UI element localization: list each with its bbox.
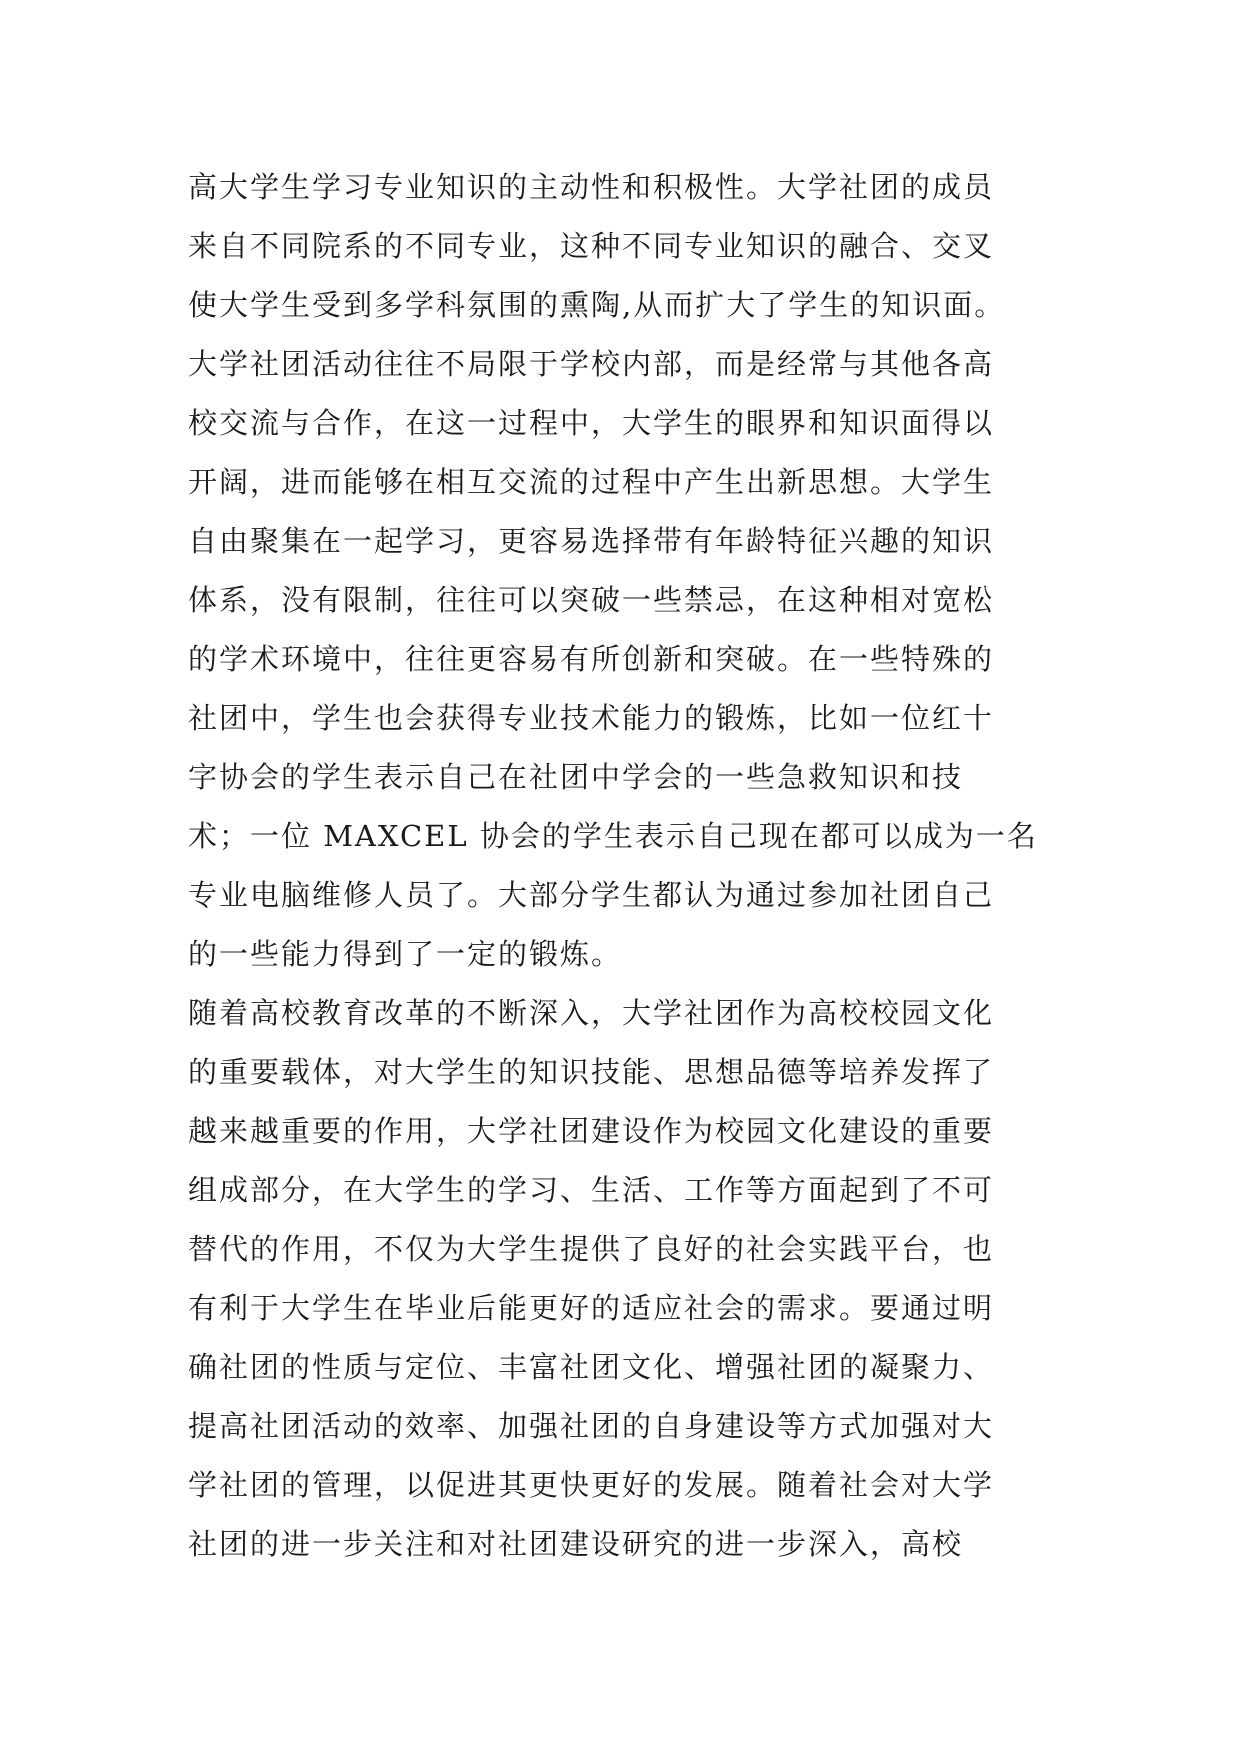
- text-line: 社团的进一步关注和对社团建设研究的进一步深入，高校: [188, 1527, 964, 1561]
- text-line: 的一些能力得到了一定的锻炼。: [188, 937, 623, 971]
- body-text: [188, 158, 1088, 1574]
- text-line: 社团中，学生也会获得专业技术能力的锻炼，比如一位红十: [188, 701, 995, 735]
- text-line: 学社团的管理，以促进其更快更好的发展。随着社会对大学: [188, 1468, 995, 1502]
- text-line: 提高社团活动的效率、加强社团的自身建设等方式加强对大: [188, 1409, 995, 1443]
- text-line: 术；一位 MAXCEL 协会的学生表示自己现在都可以成为一名: [188, 819, 1038, 853]
- text-line: 大学社团活动往往不局限于学校内部，而是经常与其他各高: [188, 347, 995, 381]
- text-line: 的重要载体，对大学生的知识技能、思想品德等培养发挥了: [188, 1055, 995, 1089]
- text-line: 来自不同院系的不同专业，这种不同专业知识的融合、交叉: [188, 229, 995, 263]
- text-line: 自由聚集在一起学习，更容易选择带有年龄特征兴趣的知识: [188, 524, 995, 558]
- text-line: 开阔，进而能够在相互交流的过程中产生出新思想。大学生: [188, 465, 995, 499]
- text-line: 组成部分，在大学生的学习、生活、工作等方面起到了不可: [188, 1173, 995, 1207]
- text-line: 字协会的学生表示自己在社团中学会的一些急救知识和技: [188, 760, 964, 794]
- text-line: 高大学生学习专业知识的主动性和积极性。大学社团的成员: [188, 170, 995, 204]
- text-line: 确社团的性质与定位、丰富社团文化、增强社团的凝聚力、: [188, 1350, 995, 1384]
- text-line: 体系，没有限制，往往可以突破一些禁忌，在这种相对宽松: [188, 583, 995, 617]
- text-line: 越来越重要的作用，大学社团建设作为校园文化建设的重要: [188, 1114, 995, 1148]
- text-line: 的学术环境中，往往更容易有所创新和突破。在一些特殊的: [188, 642, 995, 676]
- text-line: 随着高校教育改革的不断深入，大学社团作为高校校园文化: [188, 996, 995, 1030]
- text-line: 替代的作用，不仅为大学生提供了良好的社会实践平台，也: [188, 1232, 995, 1266]
- text-line: 使大学生受到多学科氛围的熏陶,从而扩大了学生的知识面。: [188, 288, 1006, 322]
- text-line: 校交流与合作，在这一过程中，大学生的眼界和知识面得以: [188, 406, 995, 440]
- text-line: 专业电脑维修人员了。大部分学生都认为通过参加社团自己: [188, 878, 995, 912]
- text-line: 有利于大学生在毕业后能更好的适应社会的需求。要通过明: [188, 1291, 995, 1325]
